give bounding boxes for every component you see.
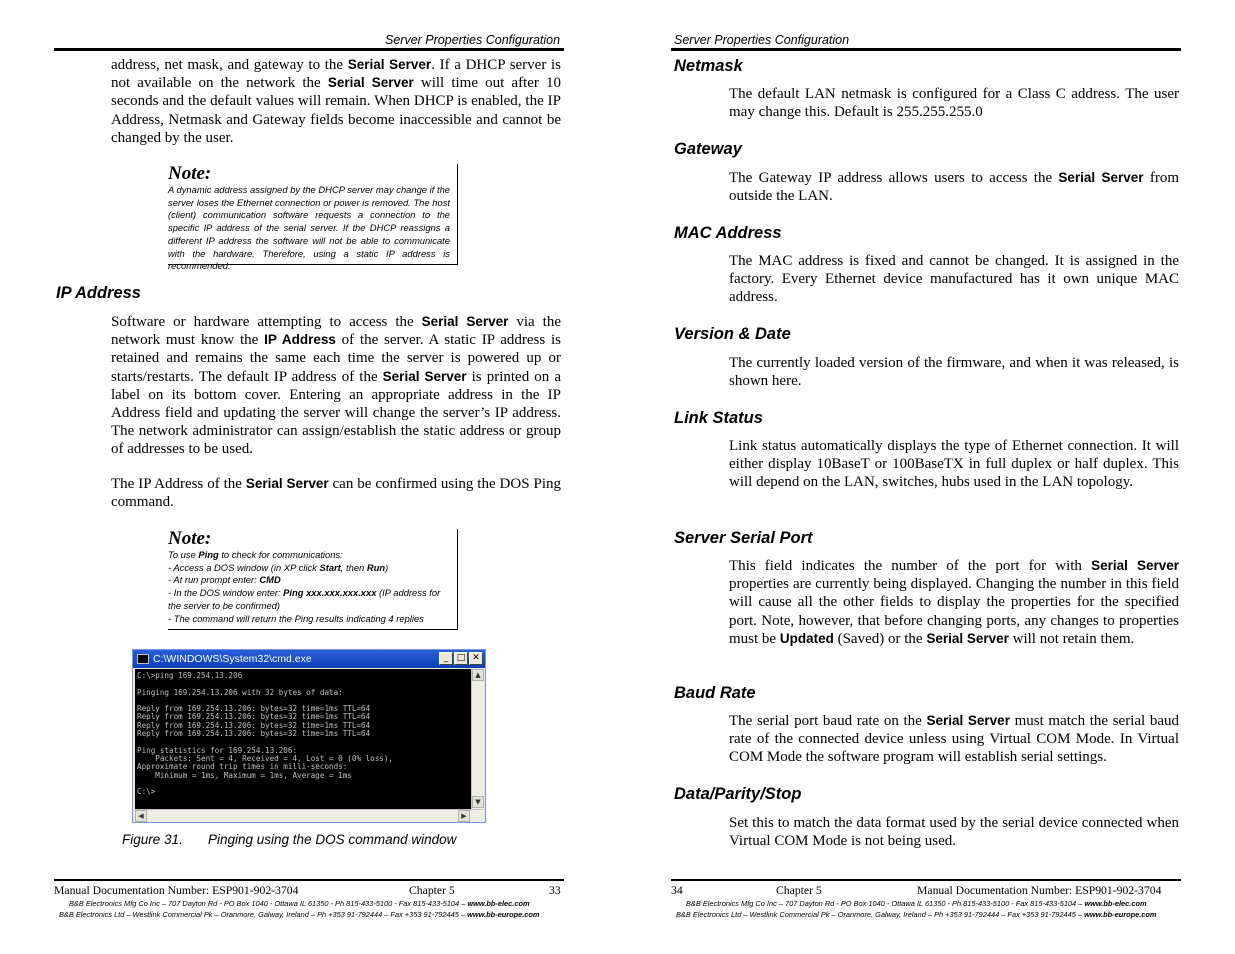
baud-rate-heading: Baud Rate (674, 684, 756, 702)
console-line: Pinging 169.254.13.206 with 32 bytes of data: (137, 687, 343, 697)
minimize-icon[interactable]: _ (439, 652, 453, 665)
footer-chapter: Chapter 5 (776, 884, 822, 897)
figure-label: Figure 31. (122, 832, 183, 847)
scroll-up-icon[interactable]: ▲ (472, 669, 484, 681)
figure-caption: Pinging using the DOS command window (208, 832, 457, 847)
footer-link[interactable]: www.bb-elec.com (1084, 899, 1147, 908)
running-header: Server Properties Configuration (385, 33, 561, 47)
horizontal-scrollbar[interactable] (135, 809, 484, 822)
footer-link[interactable]: www.bb-europe.com (467, 910, 540, 919)
mac-address-paragraph: The MAC address is fixed and cannot be changed. It is assigned in the factory. Every Ethernet device manufactured has it own unique MAC address. (729, 253, 1179, 306)
vertical-scrollbar[interactable] (471, 669, 484, 809)
dos-command-window (132, 649, 486, 823)
server-serial-port-heading: Server Serial Port (674, 529, 813, 547)
ip-address-paragraph: Software or hardware attempting to access the Serial Server via the network must know the IP Address of the server. A static IP address is retained and remains the same each time the server is powered up or starts/restarts. The default IP address of the Serial Server is printed on a label on its bottom cover. Entering an appropriate address in the IP Address field and updating the server will change the server’s IP address. The network administrator can assign/establish the static address or group of addresses to be used. (111, 314, 562, 458)
footer-address-us: B&B Electronics Mfg Co Inc – 707 Dayton Rd - PO Box 1040 - Ottawa IL 61350 - Ph 815-433-5100 - Fax 815-433-5104 – www.bb-elec.com (69, 899, 530, 908)
baud-rate-paragraph: The serial port baud rate on the Serial Server must match the serial baud rate of the connected device unless using Virtual COM Mode. In Virtual COM Mode the software program will establish serial settings. (729, 713, 1179, 766)
dos-title-bar (133, 650, 485, 668)
ip-address-heading: IP Address (56, 284, 141, 302)
gateway-heading: Gateway (674, 140, 742, 158)
footer-address-eu: B&B Electronics Ltd – Westlink Commercial Pk – Oranmore, Galway, Ireland – Ph +353 91-792444 – Fax +353 91-792445 – www.bb-europe.com (676, 910, 1157, 919)
netmask-paragraph: The default LAN netmask is configured for a Class C address. The user may change this. Default is 255.255.255.0 (729, 86, 1179, 121)
console-line: Ping statistics for 169.254.13.206: (137, 745, 298, 755)
console-line (137, 780, 469, 788)
scroll-down-icon[interactable]: ▼ (472, 796, 484, 808)
netmask-heading: Netmask (674, 57, 743, 75)
footer-doc-number: Manual Documentation Number: ESP901-902-3704 (917, 884, 1162, 897)
window-controls (439, 652, 483, 665)
note-title: Note: (168, 163, 212, 184)
footer-address-eu: B&B Electronics Ltd – Westlink Commercial Pk – Oranmore, Galway, Ireland – Ph +353 91-792444 – Fax +353 91-792445 – www.bb-europe.com (59, 910, 540, 919)
maximize-icon[interactable]: □ (454, 652, 468, 665)
intro-paragraph: address, net mask, and gateway to the Serial Server. If a DHCP server is not available on the network the Serial Server will time out after 10 seconds and the default values will remain. When DHCP is enabled, the IP Address, Netmask and Gateway fields become inaccessible and cannot be changed by the user. (111, 57, 562, 146)
version-date-heading: Version & Date (674, 325, 791, 343)
page-number: 34 (671, 884, 683, 897)
note-text: A dynamic address assigned by the DHCP server may change if the server loses the Ethernet connection or power is removed. The host (client) communication software requests a connection to the specific IP address of the serial server. If the DHCP reassigns a different IP address the software will not be able to communicate with the hardware. Therefore, using a static IP address is recommended. (168, 184, 450, 272)
note-title: Note: (168, 528, 212, 549)
scroll-right-icon[interactable]: ▶ (458, 810, 470, 822)
close-icon[interactable]: ✕ (469, 652, 483, 665)
console-app-icon (137, 654, 149, 664)
console-line: Reply from 169.254.13.206: bytes=32 time=1ms TTL=64 (137, 720, 371, 730)
footer-link[interactable]: www.bb-elec.com (467, 899, 530, 908)
footer-chapter: Chapter 5 (409, 884, 455, 897)
console-line: Approximate round trip times in milli-seconds: (137, 762, 348, 772)
page-number: 33 (549, 884, 561, 897)
ping-paragraph: The IP Address of the Serial Server can be confirmed using the DOS Ping command. (111, 476, 561, 511)
note-line: - At run prompt enter: CMD (168, 574, 281, 586)
mac-address-heading: MAC Address (674, 224, 782, 242)
footer-doc-number: Manual Documentation Number: ESP901-902-3704 (54, 884, 299, 897)
console-line: Minimum = 1ms, Maximum = 1ms, Average = 1ms (137, 770, 352, 780)
note-line: - In the DOS window enter: Ping xxx.xxx.xxx.xxx (IP address for the server to be confirmed) (168, 587, 441, 611)
right-page (617, 0, 1235, 954)
console-output[interactable] (135, 669, 471, 809)
note-line: - The command will return the Ping results indicating 4 replies (168, 612, 424, 624)
link-status-heading: Link Status (674, 409, 763, 427)
footer-link[interactable]: www.bb-europe.com (1084, 910, 1157, 919)
console-line: C:\> (137, 787, 156, 797)
header-rule (671, 48, 1181, 51)
note-line: - Access a DOS window (in XP click Start, then Run) (168, 561, 389, 573)
console-line: C:\>ping 169.254.13.206 (137, 671, 243, 680)
note-line: To use Ping to check for communications: (168, 549, 343, 560)
data-parity-stop-heading: Data/Parity/Stop (674, 785, 802, 803)
dhcp-note-box (168, 163, 458, 272)
console-line: Packets: Sent = 4, Received = 4, Lost = 0 (0% loss), (137, 753, 394, 763)
version-date-paragraph: The currently loaded version of the firmware, and when it was released, is shown here. (729, 355, 1179, 390)
console-line: Reply from 169.254.13.206: bytes=32 time=1ms TTL=64 (137, 729, 371, 739)
gateway-paragraph: The Gateway IP address allows users to access the Serial Server from outside the LAN. (729, 170, 1179, 205)
header-rule (54, 48, 564, 51)
dos-window-title: C:\WINDOWS\System32\cmd.exe (153, 653, 312, 665)
left-page (0, 0, 617, 954)
ping-note-box (168, 529, 458, 630)
footer-rule (671, 879, 1181, 881)
scroll-left-icon[interactable]: ◀ (135, 810, 147, 822)
console-line: Reply from 169.254.13.206: bytes=32 time=1ms TTL=64 (137, 712, 371, 722)
data-parity-stop-paragraph: Set this to match the data format used by the serial device connected when Virtual COM Mode is not being used. (729, 815, 1179, 850)
running-header: Server Properties Configuration (674, 33, 850, 47)
footer-rule (54, 879, 564, 881)
server-serial-port-paragraph: This field indicates the number of the port for with Serial Server properties are currently being displayed. Changing the number in this field will cause all the other fields to display the properties for the specified port. Note, however, that before changing ports, any changes to properties must be Updated (Saved) or the Serial Server will not retain them. (729, 558, 1180, 647)
link-status-paragraph: Link status automatically displays the type of Ethernet connection. It will either display 10BaseT or 100BaseTX in full duplex or half duplex. This will depend on the LAN, switches, hubs used in the LAN topology. (729, 438, 1179, 491)
console-line: Reply from 169.254.13.206: bytes=32 time=1ms TTL=64 (137, 704, 371, 714)
footer-address-us: B&B Electronics Mfg Co Inc – 707 Dayton Rd - PO Box 1040 - Ottawa IL 61350 - Ph 815-433-5100 - Fax 815-433-5104 – www.bb-elec.com (686, 899, 1147, 908)
